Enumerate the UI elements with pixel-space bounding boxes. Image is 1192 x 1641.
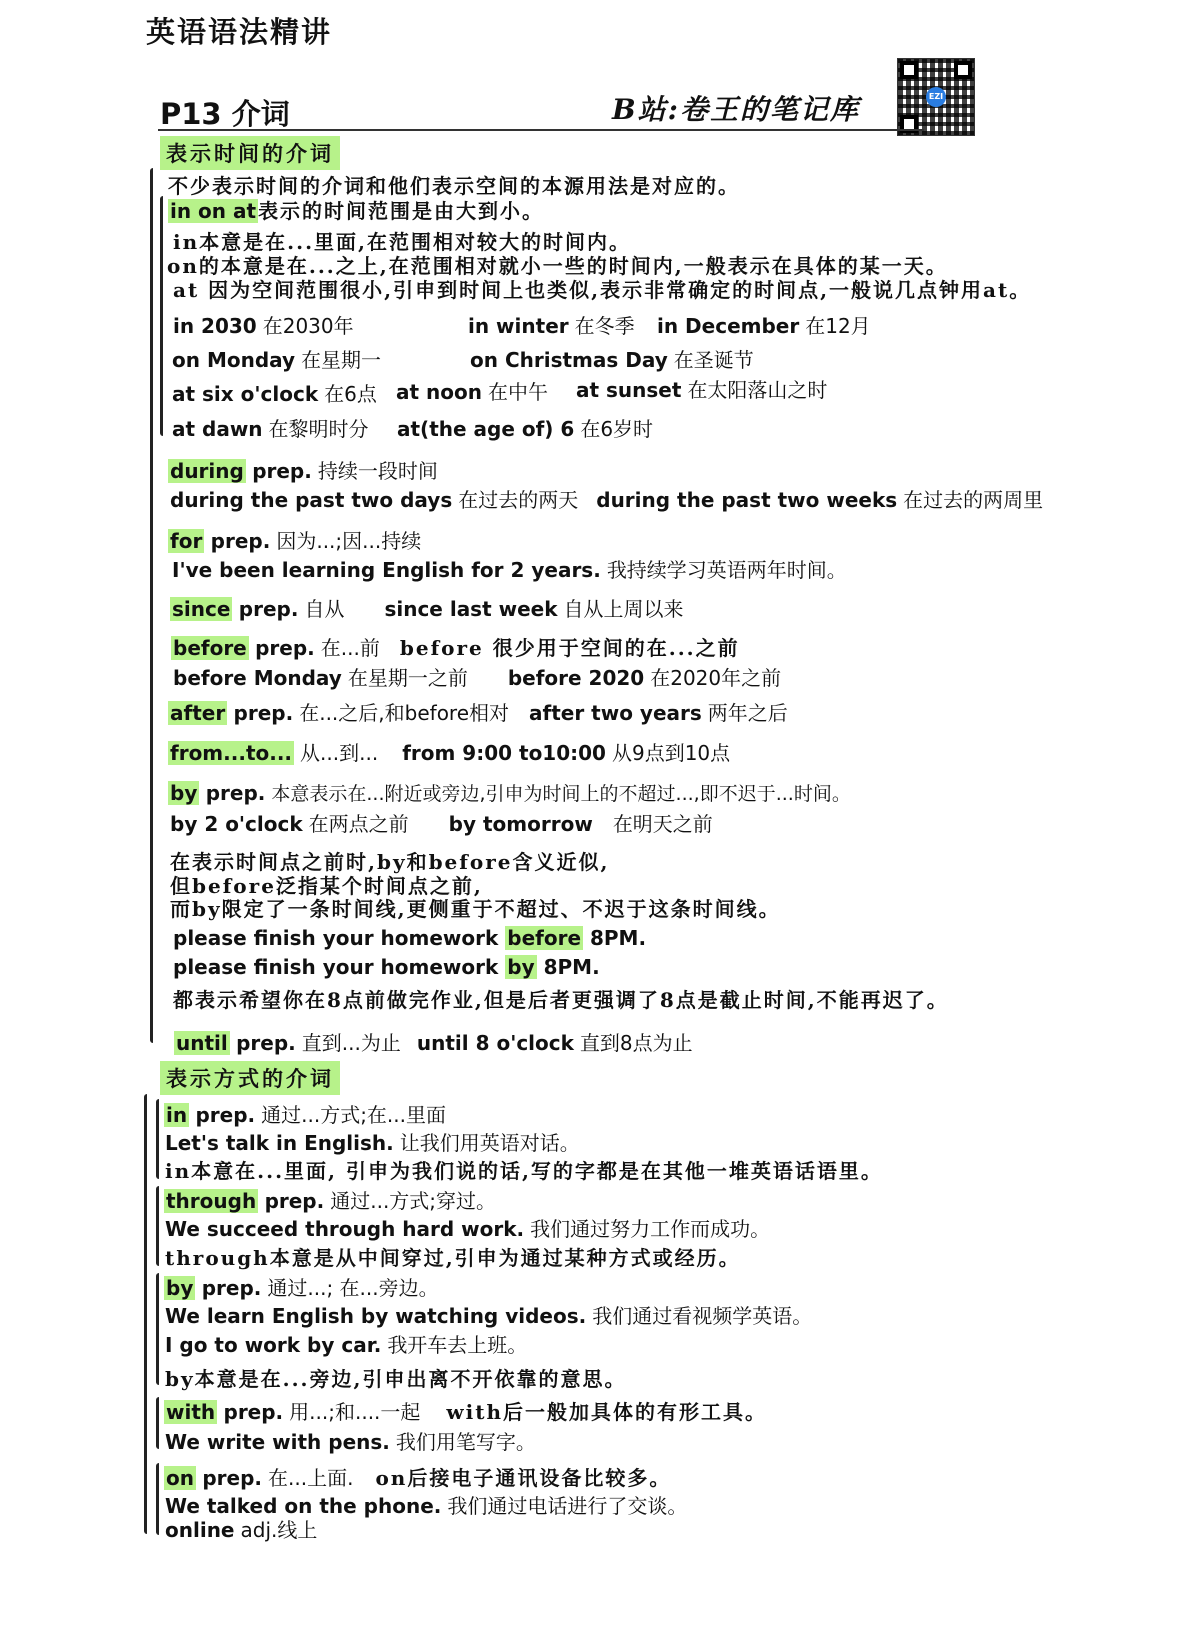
manner-through-brace	[156, 1186, 159, 1266]
by-before-note-1: 在表示时间点之前时,by和before含义近似,	[170, 850, 610, 874]
from-to-entry: from...to... 从...到... from 9:00 to10:00 从9点到10点	[170, 741, 731, 765]
before-examples: before Monday 在星期一之前 before 2020 在2020年之前	[173, 666, 782, 690]
manner-through-note: through本意是从中间穿过,引申为通过某种方式或经历。	[165, 1246, 741, 1270]
document-title: 英语语法精讲	[146, 15, 333, 49]
term-after: after	[170, 701, 226, 725]
manner-in-entry: in prep. 通过...方式;在...里面	[166, 1103, 447, 1127]
term-in-on-at: in on at	[170, 199, 257, 223]
since-entry: since prep. 自从 since last week 自从上周以来	[172, 597, 684, 621]
homework-summary: 都表示希望你在8点前做完作业,但是后者更强调了8点是截止时间,不能再迟了。	[173, 988, 949, 1012]
term-before: before	[173, 636, 247, 660]
example-in-december: in December 在12月	[657, 314, 871, 338]
term-with: with	[166, 1400, 216, 1424]
by-time-examples: by 2 o'clock 在两点之前 by tomorrow 在明天之前	[170, 812, 713, 836]
term-manner-by: by	[166, 1276, 194, 1300]
term-by-time: by	[170, 781, 198, 805]
manner-by-example-2: I go to work by car. 我开车去上班。	[165, 1333, 528, 1357]
until-entry: until prep. 直到...为止 until 8 o'clock 直到8点为止	[176, 1031, 693, 1055]
manner-by-brace	[156, 1273, 159, 1385]
time-section-brace	[150, 168, 153, 1043]
by-before-note-3: 而by限定了一条时间线,更侧重于不超过、不迟于这条时间线。	[170, 897, 781, 921]
term-from-to: from...to...	[170, 741, 293, 765]
example-on-christmas: on Christmas Day 在圣诞节	[470, 348, 754, 372]
manner-on-online: online adj.线上	[165, 1518, 318, 1542]
manner-with-brace	[156, 1397, 159, 1449]
example-on-monday: on Monday 在星期一	[172, 348, 382, 372]
manner-on-entry: on prep. 在...上面. on后接电子通讯设备比较多。	[166, 1466, 672, 1490]
at-desc: at 因为空间范围很小,引申到时间上也类似,表示非常确定的时间点,一般说几点钟用at。	[173, 278, 1032, 302]
manner-through-entry: through prep. 通过...方式;穿过。	[166, 1189, 497, 1213]
bilibili-label: B站:卷王的笔记库	[612, 93, 861, 126]
example-in-winter: in winter 在冬季	[468, 314, 635, 338]
term-until: until	[176, 1031, 228, 1055]
term-through: through	[166, 1189, 257, 1213]
example-in-2030: in 2030 在2030年	[173, 314, 354, 338]
manner-by-example-1: We learn English by watching videos. 我们通过看视频学英语。	[165, 1304, 813, 1328]
manner-in-example: Let's talk in English. 让我们用英语对话。	[165, 1131, 580, 1155]
during-entry: during prep. 持续一段时间	[170, 459, 438, 483]
homework-before-sentence: please finish your homework before 8PM.	[173, 926, 647, 950]
by-time-entry: by prep. 本意表示在...附近或旁边,引申为时间上的不超过...,即不迟于...时间。	[170, 781, 851, 805]
example-at-noon: at noon 在中午	[396, 380, 548, 404]
after-entry: after prep. 在...之后,和before相对 after two years 两年之后	[170, 701, 788, 725]
homework-by-sentence: please finish your homework by 8PM.	[173, 955, 600, 979]
qr-logo: EZI	[926, 87, 946, 107]
example-at-dawn: at dawn 在黎明时分	[172, 417, 369, 441]
before-entry: before prep. 在...前 before 很少用于空间的在...之前	[173, 636, 740, 660]
example-at-sunset: at sunset 在太阳落山之时	[576, 378, 828, 402]
page-label: P13 介词	[160, 97, 290, 131]
manner-with-entry: with prep. 用...;和....一起 with后一般加具体的有形工具。	[166, 1400, 768, 1424]
time-section-heading: 表示时间的介词	[160, 136, 340, 170]
term-manner-on: on	[166, 1466, 194, 1490]
in-on-at-desc: 表示的时间范围是由大到小。	[258, 199, 545, 223]
for-entry: for prep. 因为...;因...持续	[170, 529, 422, 553]
manner-by-note: by本意是在...旁边,引申出离不开依靠的意思。	[165, 1367, 627, 1391]
term-manner-in: in	[166, 1103, 188, 1127]
manner-in-brace	[156, 1099, 159, 1179]
manner-with-example: We write with pens. 我们用笔写字。	[165, 1430, 536, 1454]
in-on-at-brace	[160, 196, 163, 436]
during-examples: during the past two days 在过去的两天 during the past two weeks 在过去的两周里	[170, 488, 1044, 512]
manner-section-brace	[144, 1094, 147, 1534]
term-since: since	[172, 597, 231, 621]
time-intro: 不少表示时间的介词和他们表示空间的本源用法是对应的。	[168, 174, 740, 198]
in-on-at-line	[168, 195, 544, 224]
manner-by-entry: by prep. 通过...; 在...旁边。	[166, 1276, 439, 1300]
example-at-six: at six o'clock 在6点	[172, 382, 377, 406]
example-at-age: at(the age of) 6 在6岁时	[397, 417, 654, 441]
qr-code-icon	[897, 58, 975, 136]
for-example: I've been learning English for 2 years. 我持续学习英语两年时间。	[172, 558, 847, 582]
on-desc: on的本意是在...之上,在范围相对就小一些的时间内,一般表示在具体的某一天。	[167, 254, 948, 278]
manner-on-example: We talked on the phone. 我们通过电话进行了交谈。	[165, 1494, 688, 1518]
header-divider	[158, 129, 924, 131]
manner-section-heading: 表示方式的介词	[160, 1061, 340, 1095]
manner-through-example: We succeed through hard work. 我们通过努力工作而成功。	[165, 1217, 771, 1241]
manner-in-note: in本意在...里面, 引申为我们说的话,写的字都是在其他一堆英语话语里。	[165, 1159, 883, 1183]
manner-on-brace	[156, 1463, 159, 1535]
term-for: for	[170, 529, 203, 553]
in-desc: in本意是在...里面,在范围相对较大的时间内。	[173, 230, 631, 254]
by-before-note-2: 但before泛指某个时间点之前,	[170, 874, 483, 898]
term-during: during	[170, 459, 244, 483]
